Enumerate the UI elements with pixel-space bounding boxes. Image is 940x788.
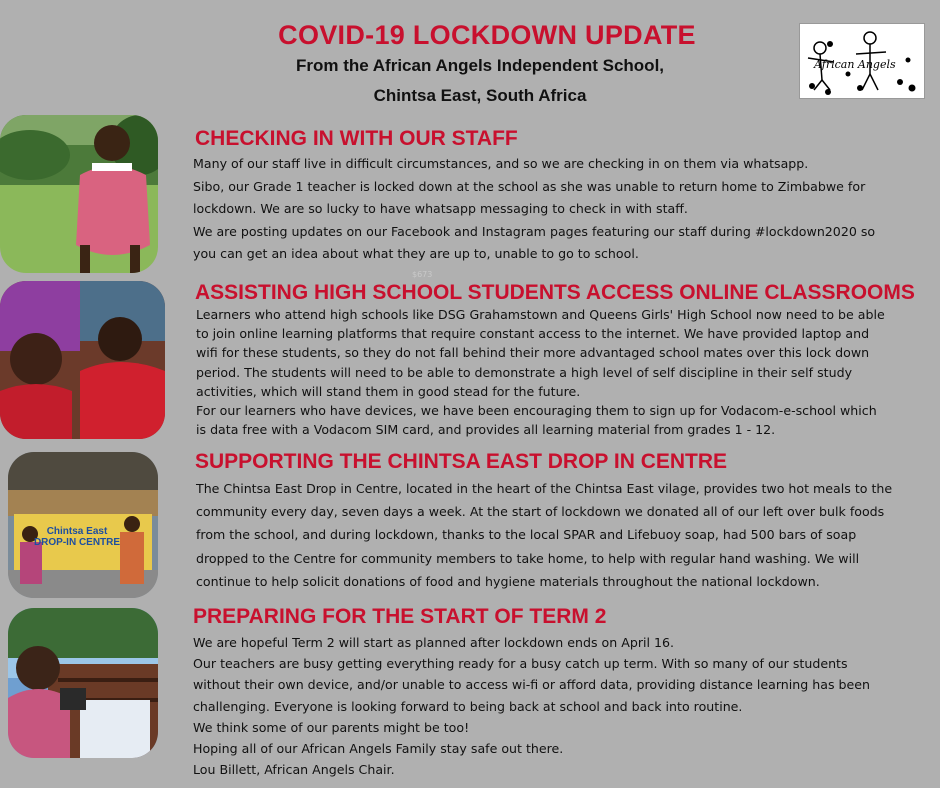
paragraph-line: wifi for these students, so they do not fall behind their more advantaged school mates over this lock down [196,345,870,361]
paragraph-line: continue to help solicit donations of food and hygiene materials throughout the national lockdown. [196,573,820,589]
section-body-drop-in-centre [196,477,892,593]
paragraph-line: without their own device, and/or unable to access wi-fi or afford data, providing distance learning has been [193,677,870,693]
section-body-online-classrooms [196,305,885,439]
teacher-on-laptop-photo [8,608,158,758]
paragraph-line: period. The students will need to be able to demonstrate a high level of self discipline in their self study [196,364,853,380]
watermark-text: $673 [412,270,433,279]
logo-text: African Angels [814,58,896,71]
page-subtitle-line1: From the African Angels Independent School, [295,56,665,75]
african-angels-logo [799,23,925,99]
paragraph-line: lockdown. We are so lucky to have whatsapp messaging to check in with staff. [193,201,688,216]
paragraph-line: activities, which will stand them in good stead for the future. [196,383,581,399]
paragraph-line: Many of our staff live in difficult circumstances, and so we are checking in on them via whatsapp. [193,156,809,171]
paragraph-line: We are posting updates on our Facebook and Instagram pages featuring our staff during #lockdown2020 so [193,223,876,239]
paragraph-line: We are hopeful Term 2 will start as planned after lockdown ends on April 16. [193,635,675,650]
paragraph-line: Our teachers are busy getting everything ready for a busy catch up term. With so many of our students [193,656,848,672]
drop-in-centre-photo [8,452,158,598]
paragraph-line: Learners who attend high schools like DSG Grahamstown and Queens Girls' High School now need to be able [196,307,885,322]
paragraph-line: Sibo, our Grade 1 teacher is locked down at the school as she was unable to return home to Zimbabwe for [193,178,866,194]
students-in-red-shirts-photo [0,281,165,439]
paragraph-line: Hoping all of our African Angels Family stay safe out there. [193,741,564,757]
girl-in-pink-dress-photo [0,115,158,273]
paragraph-line: For our learners who have devices, we have been encouraging them to sign up for Vodacom-e-school which [196,403,877,419]
section-body-staff [193,153,875,266]
section-heading-drop-in-centre: SUPPORTING THE CHINTSA EAST DROP IN CENTRE [195,450,728,473]
section-heading-term-2: PREPARING FOR THE START OF TERM 2 [193,605,607,628]
paragraph-line: dropped to the Centre for community members to take home, to help with regular hand washing. We will [196,550,860,566]
section-heading-online-classrooms: ASSISTING HIGH SCHOOL STUDENTS ACCESS ONLINE CLASSROOMS [195,281,915,304]
section-body-term-2 [193,632,870,780]
paragraph-line: The Chintsa East Drop in Centre, located in the heart of the Chintsa East vilage, provides two hot meals to the [196,481,893,496]
paragraph-line: community every day, seven days a week. At the start of lockdown we donated all of our left over bulk foods [196,504,885,520]
paragraph-line: to join online learning platforms that require constant access to the internet. We have provided laptop and [196,326,870,342]
paragraph-line: from the school, and during lockdown, thanks to the local SPAR and Lifebuoy soap, had 500 bars of soap [196,527,857,543]
paragraph-line: challenging. Everyone is looking forward to being back at school and back into routine. [193,698,743,714]
paragraph-line: Lou Billett, African Angels Chair. [193,762,395,778]
drop-in-centre-sign: Chintsa East DROP-IN CENTRE [33,526,121,548]
page-title: COVID-19 LOCKDOWN UPDATE [278,20,696,50]
section-heading-staff: CHECKING IN WITH OUR STAFF [195,127,518,150]
paragraph-line: you can get an idea about what they are up to, unable to go to school. [193,246,639,261]
paragraph-line: We think some of our parents might be too! [193,719,470,735]
page-subtitle-line2: Chintsa East, South Africa [373,86,587,105]
paragraph-line: is data free with a Vodacom SIM card, and provides all learning material from grades 1 - 12. [196,422,776,438]
